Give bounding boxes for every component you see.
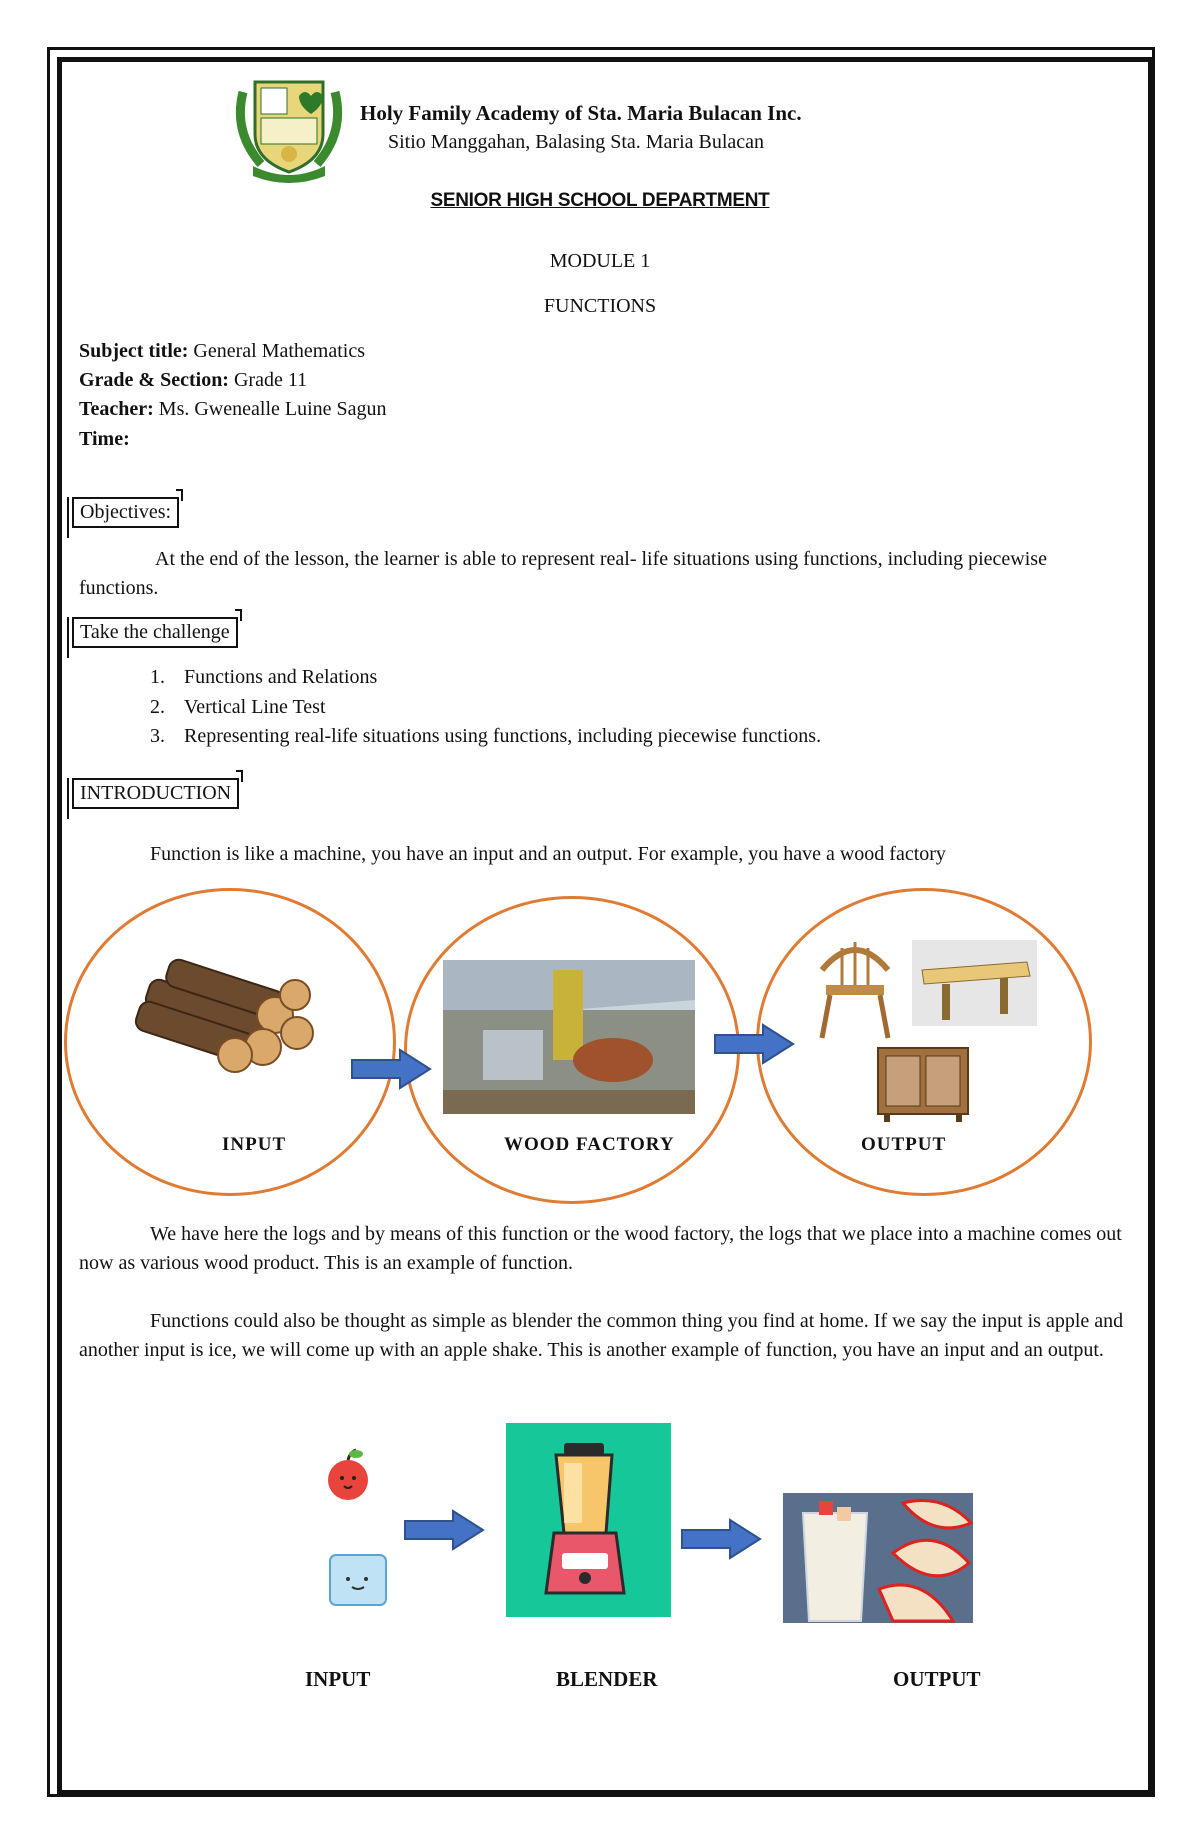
- diagram2-input-caption: INPUT: [305, 1667, 371, 1691]
- arrow-icon: [350, 1048, 432, 1090]
- module-title: FUNCTIONS: [543, 295, 657, 317]
- school-logo: [233, 72, 345, 184]
- diagram1-process-caption: WOOD FACTORY: [504, 1134, 675, 1155]
- time-line: [79, 428, 130, 451]
- subject-value: General Mathematics: [188, 340, 366, 362]
- teacher-value: Ms. Gwenealle Luine Sagun: [153, 398, 387, 420]
- chair-image: [812, 930, 898, 1040]
- factory-image: [443, 960, 695, 1114]
- introduction-text: Function is like a machine, you have an input and an output. For example, you have a wood factory: [150, 843, 946, 865]
- blender-image: [506, 1423, 671, 1617]
- subject-line: [79, 340, 365, 363]
- department-title: SENIOR HIGH SCHOOL DEPARTMENT: [430, 190, 770, 211]
- subject-label: Subject title:: [79, 340, 189, 362]
- diagram2-output-caption: OUTPUT: [893, 1667, 981, 1691]
- paragraph-blender: Functions could also be thought as simple as blender the common thing you find at home. If we say the input is apple and another input is ice, we will come up with an apple shake. This is another example of function, you have an input and an output.: [79, 1310, 1124, 1361]
- challenge-heading: Take the challenge: [72, 617, 238, 648]
- school-address: Sitio Manggahan, Balasing Sta. Maria Bulacan: [388, 131, 765, 153]
- diagram2-process-caption: BLENDER: [556, 1667, 658, 1691]
- cabinet-image: [874, 1042, 972, 1122]
- list-item: 2. Vertical Line Test: [150, 695, 326, 718]
- arrow-icon: [680, 1518, 762, 1560]
- objectives-text: At the end of the lesson, the learner is able to represent real- life situations using functions, including piecewise functions.: [79, 548, 1047, 599]
- table-image: [912, 940, 1037, 1026]
- time-label: Time:: [79, 428, 130, 450]
- introduction-heading: INTRODUCTION: [72, 778, 239, 809]
- teacher-line: [79, 398, 387, 421]
- apple-shake-image: [783, 1493, 973, 1623]
- objectives-heading: Objectives:: [72, 497, 179, 528]
- challenge-list: [150, 663, 821, 752]
- list-item: 3. Representing real-life situations using functions, including piecewise functions.: [150, 725, 822, 747]
- module-number: MODULE 1: [549, 250, 651, 272]
- apple-image: [322, 1446, 374, 1504]
- diagram1-input-caption: INPUT: [222, 1134, 287, 1155]
- paragraph-wood-factory: We have here the logs and by means of this function or the wood factory, the logs that we place into a machine comes out now as various wood product. This is an example of function.: [79, 1223, 1122, 1274]
- ice-image: [308, 1541, 406, 1623]
- grade-value: Grade 11: [228, 369, 308, 391]
- arrow-icon: [403, 1509, 485, 1551]
- grade-label: Grade & Section:: [79, 369, 229, 391]
- grade-line: [79, 369, 307, 392]
- school-name: Holy Family Academy of Sta. Maria Bulacan Inc.: [360, 101, 802, 125]
- logs-image: [125, 955, 315, 1075]
- teacher-label: Teacher:: [79, 398, 154, 420]
- arrow-icon: [713, 1023, 795, 1065]
- list-item: 1. Functions and Relations: [150, 666, 378, 688]
- diagram1-output-caption: OUTPUT: [861, 1134, 947, 1155]
